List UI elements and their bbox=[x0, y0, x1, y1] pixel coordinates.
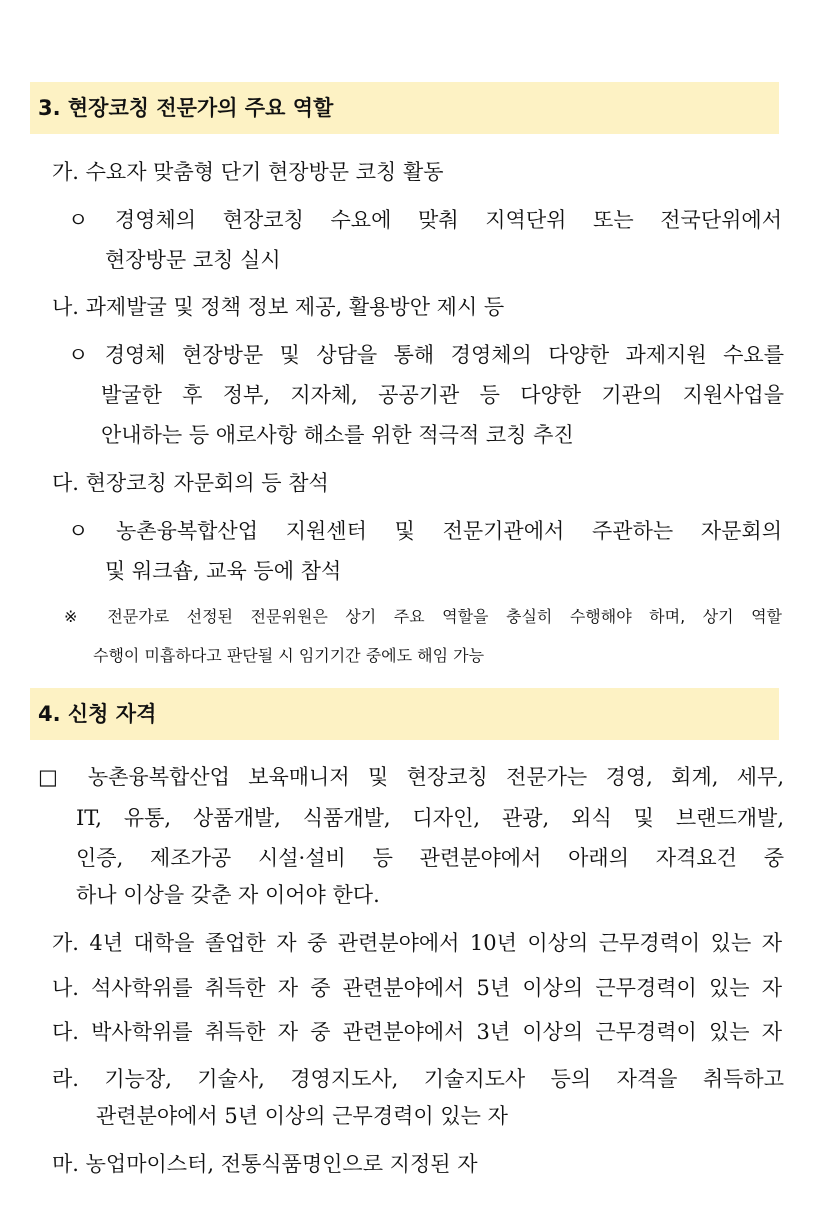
section-4-box-line-1: □ 농촌융복합산업 보육매니저 및 현장코칭 전문가는 경영, 회계, 세무, bbox=[38, 765, 784, 789]
section-3-item-da-bullet-line-1: ㅇ 농촌융복합산업 지원센터 및 전문기관에서 주관하는 자문회의 bbox=[68, 519, 782, 543]
section-4-item-ra-line-1: 라. 기능장, 기술사, 경영지도사, 기술지도사 등의 자격을 취득하고 bbox=[52, 1067, 784, 1091]
section-3-item-na-bullet-line-2: 발굴한 후 정부, 지자체, 공공기관 등 다양한 기관의 지원사업을 bbox=[101, 383, 784, 407]
section-3-item-na-bullet-line-1: ㅇ 경영체 현장방문 및 상담을 통해 경영체의 다양한 과제지원 수요를 bbox=[68, 343, 784, 367]
section-4-item-ma: 마. 농업마이스터, 전통식품명인으로 지정된 자 bbox=[52, 1152, 478, 1176]
section-4-item-na: 나. 석사학위를 취득한 자 중 관련분야에서 5년 이상의 근무경력이 있는 자 bbox=[52, 976, 782, 1000]
section-4-box-line-4: 하나 이상을 갖춘 자 이어야 한다. bbox=[76, 883, 380, 907]
section-4-item-da: 다. 박사학위를 취득한 자 중 관련분야에서 3년 이상의 근무경력이 있는 자 bbox=[52, 1020, 782, 1044]
section-4-box-line-2: IT, 유통, 상품개발, 식품개발, 디자인, 관광, 외식 및 브랜드개발, bbox=[76, 806, 784, 830]
section-3-item-na-bullet-line-3: 안내하는 등 애로사항 해소를 위한 적극적 코칭 추진 bbox=[101, 423, 574, 447]
section-3-item-da-bullet-line-2: 및 워크숍, 교육 등에 참석 bbox=[105, 559, 342, 583]
section-4-item-ga: 가. 4년 대학을 졸업한 자 중 관련분야에서 10년 이상의 근무경력이 있는 자 bbox=[52, 931, 782, 955]
section-3-note-line-1: ※ 전문가로 선정된 전문위원은 상기 주요 역할을 충실히 수행해야 하며, 상기 역할 bbox=[64, 607, 782, 626]
section-3-item-ga-bullet-line-2: 현장방문 코칭 실시 bbox=[105, 248, 281, 272]
section-3-note-line-2: 수행이 미흡하다고 판단될 시 임기기간 중에도 해임 가능 bbox=[93, 646, 485, 665]
section-3-item-na: 나. 과제발굴 및 정책 정보 제공, 활용방안 제시 등 bbox=[52, 295, 505, 319]
section-3-item-ga: 가. 수요자 맞춤형 단기 현장방문 코칭 활동 bbox=[52, 160, 444, 184]
section-3-item-da: 다. 현장코칭 자문회의 등 참석 bbox=[52, 471, 329, 495]
section-3-item-ga-bullet-line-1: ㅇ 경영체의 현장코칭 수요에 맞춰 지역단위 또는 전국단위에서 bbox=[68, 208, 782, 232]
section-4-heading: 4. 신청 자격 bbox=[30, 688, 779, 740]
section-3-heading: 3. 현장코칭 전문가의 주요 역할 bbox=[30, 82, 779, 134]
section-4-box-line-3: 인증, 제조가공 시설·설비 등 관련분야에서 아래의 자격요건 중 bbox=[76, 846, 784, 870]
section-4-item-ra-line-2: 관련분야에서 5년 이상의 근무경력이 있는 자 bbox=[96, 1104, 508, 1128]
